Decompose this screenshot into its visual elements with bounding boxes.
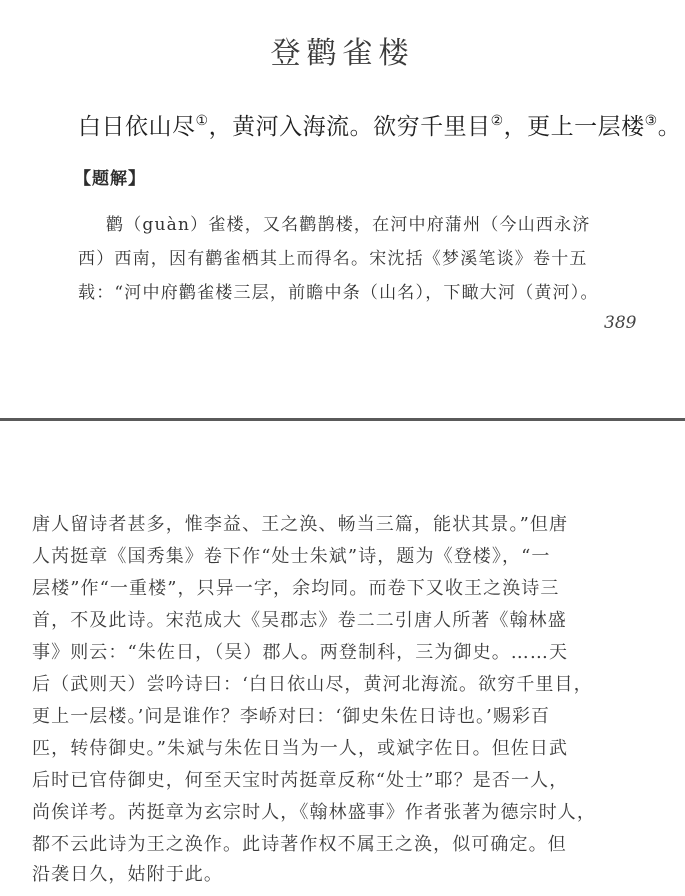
footnote-marker: ② [490, 113, 504, 129]
page-divider [0, 418, 685, 421]
body-line: 唐人留诗者甚多，惟李益、王之涣、畅当三篇，能状其景。”但唐 [32, 514, 569, 535]
body-line: 首，不及此诗。宋范成大《吴郡志》卷二二引唐人所著《翰林盛 [32, 610, 567, 631]
body-line: 后（武则天）尝吟诗曰：‘白日依山尽，黄河北海流。欲穷千里目， [32, 674, 593, 695]
explanation-line: 载：“河中府鹳雀楼三层，前瞻中条（山名），下瞰大河（黄河）。 [78, 283, 599, 303]
poem-text-part: 。 [657, 114, 682, 140]
body-line: 后时已官侍御史，何至天宝时芮挺章反称“处士”耶？是否一人， [32, 770, 569, 791]
body-line: 匹，转侍御史。”朱斌与朱佐日当为一人，或斌字佐日。但佐日武 [32, 738, 569, 759]
poem-text-part: ，更上一层楼 [503, 114, 645, 140]
poem-text [78, 108, 681, 141]
footnote-marker: ③ [644, 113, 658, 129]
body-line: 都不云此诗为王之涣作。此诗著作权不属王之涣，似可确定。但 [32, 834, 567, 855]
body-line: 人芮挺章《国秀集》卷下作“处士朱斌”诗，题为《登楼》，“一 [32, 546, 551, 567]
body-line: 更上一层楼。’问是谁作？李峤对曰：‘御史朱佐日诗也。’赐彩百 [32, 706, 551, 727]
body-line: 沿袭日久，姑附于此。 [32, 864, 223, 885]
poem-text-part: ，黄河入海流。欲穷千里目 [208, 114, 491, 140]
page-number: 389 [604, 313, 637, 333]
footnote-marker: ① [195, 113, 209, 129]
section-heading: 【题解】 [74, 169, 146, 189]
top-page [0, 0, 685, 418]
body-line: 尚俟详考。芮挺章为玄宗时人，《翰林盛事》作者张著为德宗时人， [32, 802, 596, 823]
poem-text-part: 白日依山尽 [78, 114, 196, 140]
explanation-line: 西）西南，因有鹳雀栖其上而得名。宋沈括《梦溪笔谈》卷十五 [78, 249, 588, 269]
explanation-line: 鹳（guàn）雀楼，又名鹳鹊楼，在河中府蒲州（今山西永济 [106, 215, 591, 235]
body-line: 事》则云：“朱佐日，（吴）郡人。两登制科，三为御史。……天 [32, 642, 569, 663]
poem-title: 登鹳雀楼 [270, 36, 415, 71]
body-line: 层楼”作“一重楼”，只异一字，余均同。而卷下又收王之涣诗三 [32, 578, 560, 599]
